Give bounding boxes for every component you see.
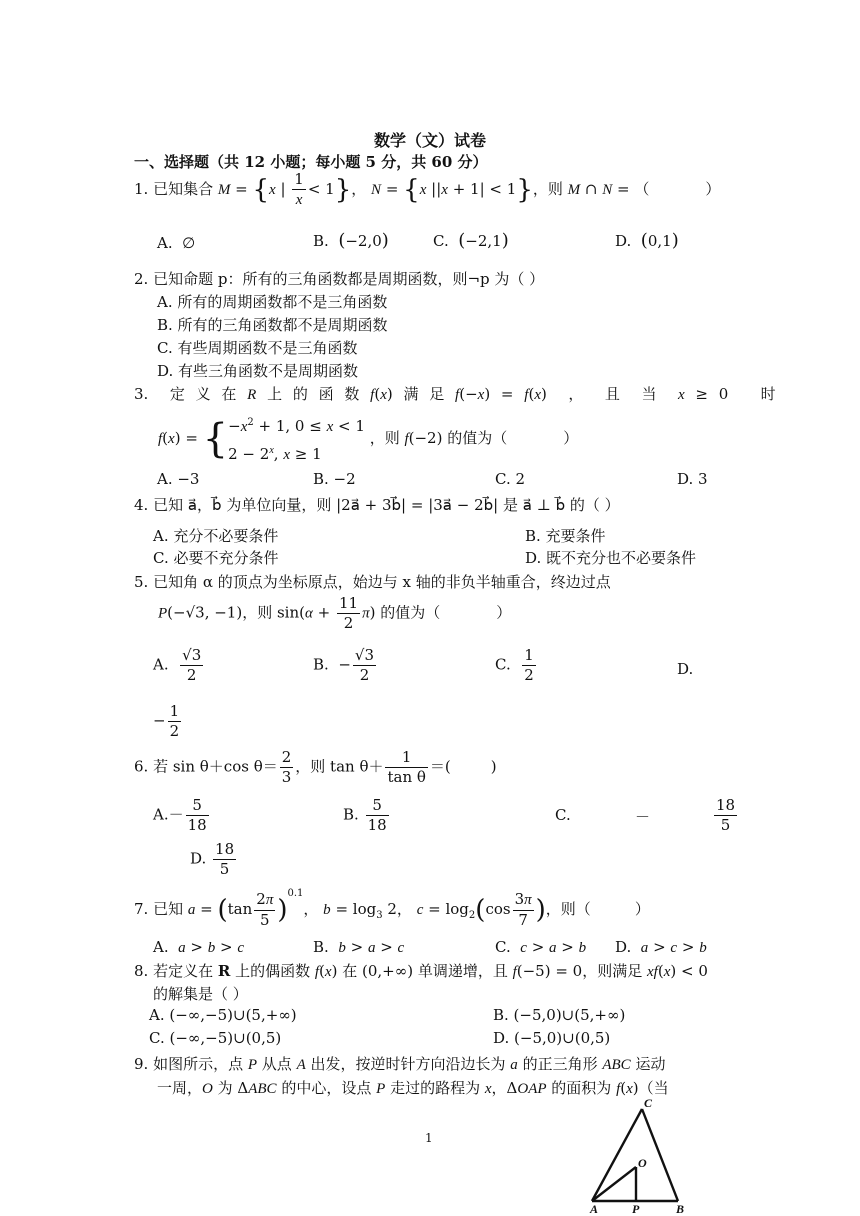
q9-line-2: 一周，O 为 ΔABC 的中心，设点 P 走过的路程为 x，ΔOAP 的面积为 f(x)（当 bbox=[157, 1079, 669, 1097]
q2-option-a[interactable]: A. 所有的周期函数都不是三角函数 bbox=[157, 293, 388, 311]
question-4: 4. 已知 a⃗，b⃗ 为单位向量，则 |2a⃗ + 3b⃗| = |3a⃗ − 2b⃗| 是 a⃗ ⊥ b⃗ 的（ ） bbox=[134, 496, 620, 514]
q7-option-b[interactable]: B. b > a > c bbox=[313, 938, 405, 956]
q6-option-c-label[interactable]: C. bbox=[555, 806, 571, 824]
q3-option-a[interactable]: A. −3 bbox=[157, 470, 200, 488]
q7-option-c[interactable]: C. c > a > b bbox=[495, 938, 587, 956]
q5-option-d-value[interactable]: − $\frac{1}{2}$ bbox=[153, 702, 180, 740]
q3-option-c[interactable]: C. 2 bbox=[495, 470, 526, 488]
segment-ao bbox=[592, 1167, 636, 1201]
q5-option-a[interactable]: A. $\frac{√3}{2}$ bbox=[153, 646, 202, 684]
q4-option-d[interactable]: D. 既不充分也不必要条件 bbox=[525, 549, 697, 567]
label-c: C bbox=[644, 1096, 653, 1110]
q3-option-d[interactable]: D. 3 bbox=[677, 470, 708, 488]
q7-option-a[interactable]: A. a > b > c bbox=[153, 938, 245, 956]
q5-line-2: P(−√3, −1)，则 sin(α + $\frac{11}{2}$ π) 的值为（ ） bbox=[158, 594, 512, 632]
side-cb bbox=[642, 1109, 678, 1201]
q5-option-c[interactable]: C. $\frac{1}{2}$ bbox=[495, 646, 534, 684]
q1-option-b[interactable]: B. (−2,0) bbox=[313, 230, 389, 251]
q8-option-b[interactable]: B. (−5,0)∪(5,+∞) bbox=[493, 1006, 626, 1024]
q8-option-d[interactable]: D. (−5,0)∪(0,5) bbox=[493, 1029, 611, 1047]
question-9: 9. 如图所示，点 P 从点 A 出发，按逆时针方向沿边长为 a 的正三角形 ABC 运动 bbox=[134, 1055, 666, 1073]
question-6: 6. 若 sin θ＋cos θ＝ $\frac{2}{3}$ ，则 tan θ＋ $\frac{1}{\text{tan θ}}$ ＝( ) bbox=[134, 748, 497, 786]
label-o: O bbox=[638, 1156, 647, 1170]
q8-option-a[interactable]: A. (−∞,−5)∪(5,+∞) bbox=[149, 1006, 297, 1024]
q6-option-d[interactable]: D. $\frac{18}{5}$ bbox=[190, 840, 235, 878]
q1-option-d[interactable]: D. (0,1) bbox=[615, 230, 679, 251]
q4-option-a[interactable]: A. 充分不必要条件 bbox=[153, 527, 279, 545]
q1-option-a[interactable]: A. ∅ bbox=[157, 234, 196, 252]
question-1: 1. 已知集合 M = {x | $\frac{1}{x}$ < 1}， N = {x ||x + 1| < 1}，则 M ∩ N = （ ） bbox=[134, 170, 721, 208]
section-heading: 一、选择题（共 12 小题；每小题 5 分，共 60 分） bbox=[134, 153, 488, 171]
q2-option-d[interactable]: D. 有些三角函数不是周期函数 bbox=[157, 362, 359, 380]
exam-title: 数学（文）试卷 bbox=[373, 131, 486, 150]
q8-option-c[interactable]: C. (−∞,−5)∪(0,5) bbox=[149, 1029, 282, 1047]
question-8: 8. 若定义在 R 上的偶函数 f(x) 在 (0,+∞) 单调递增，且 f(−5) = 0，则满足 xf(x) < 0 bbox=[134, 962, 708, 980]
triangle-figure bbox=[580, 1095, 700, 1213]
page-number: 1 bbox=[425, 1131, 433, 1145]
q3-option-b[interactable]: B. −2 bbox=[313, 470, 356, 488]
q6-option-c-value[interactable]: $\frac{18}{5}$ bbox=[716, 796, 736, 834]
q3-piecewise: f(x) = { $-x^2 + 1$, 0 ≤ x < 1 $2 - 2^x$, x ≥ 1 ，则 f(−2) 的值为（ ） bbox=[158, 416, 579, 463]
question-7: 7. 已知 a = (tan $\frac{2\pi}{5}$ )$^{0.1}$， $b = \log_3 2$， $c = \log_2(\cos$ $\frac{3\pi}{7}$ )，则（ ） bbox=[134, 888, 650, 929]
q4-option-c[interactable]: C. 必要不充分条件 bbox=[153, 549, 279, 567]
question-2: 2. 已知命题 p：所有的三角函数都是周期函数，则¬p 为（ ） bbox=[134, 270, 545, 288]
question-3: 3. 定 义 在 R 上 的 函 数 f(x) 满 足 f(−x) = f(x) ， 且 当 x ≥ 0 时 bbox=[134, 385, 776, 403]
q6-option-a[interactable]: A.－ $\frac{5}{18}$ bbox=[153, 796, 207, 834]
q4-option-b[interactable]: B. 充要条件 bbox=[525, 527, 606, 545]
q7-option-d[interactable]: D. a > c > b bbox=[615, 938, 707, 956]
q6-option-c-sign: － bbox=[635, 808, 651, 826]
side-ac bbox=[592, 1109, 642, 1201]
q1-option-c[interactable]: C. (−2,1) bbox=[433, 230, 509, 251]
label-p: P bbox=[632, 1202, 640, 1213]
q5-option-b[interactable]: B. − $\frac{√3}{2}$ bbox=[313, 646, 375, 684]
label-b: B bbox=[676, 1202, 685, 1213]
q6-option-b[interactable]: B. $\frac{5}{18}$ bbox=[343, 796, 387, 834]
question-5: 5. 已知角 α 的顶点为坐标原点，始边与 x 轴的非负半轴重合，终边过点 bbox=[134, 573, 611, 591]
q8-line-2: 的解集是（ ） bbox=[153, 985, 248, 1003]
q5-option-d-label[interactable]: D. bbox=[677, 660, 694, 678]
label-a: A bbox=[590, 1202, 599, 1213]
q2-option-b[interactable]: B. 所有的三角函数都不是周期函数 bbox=[157, 316, 388, 334]
q2-option-c[interactable]: C. 有些周期函数不是三角函数 bbox=[157, 339, 358, 357]
